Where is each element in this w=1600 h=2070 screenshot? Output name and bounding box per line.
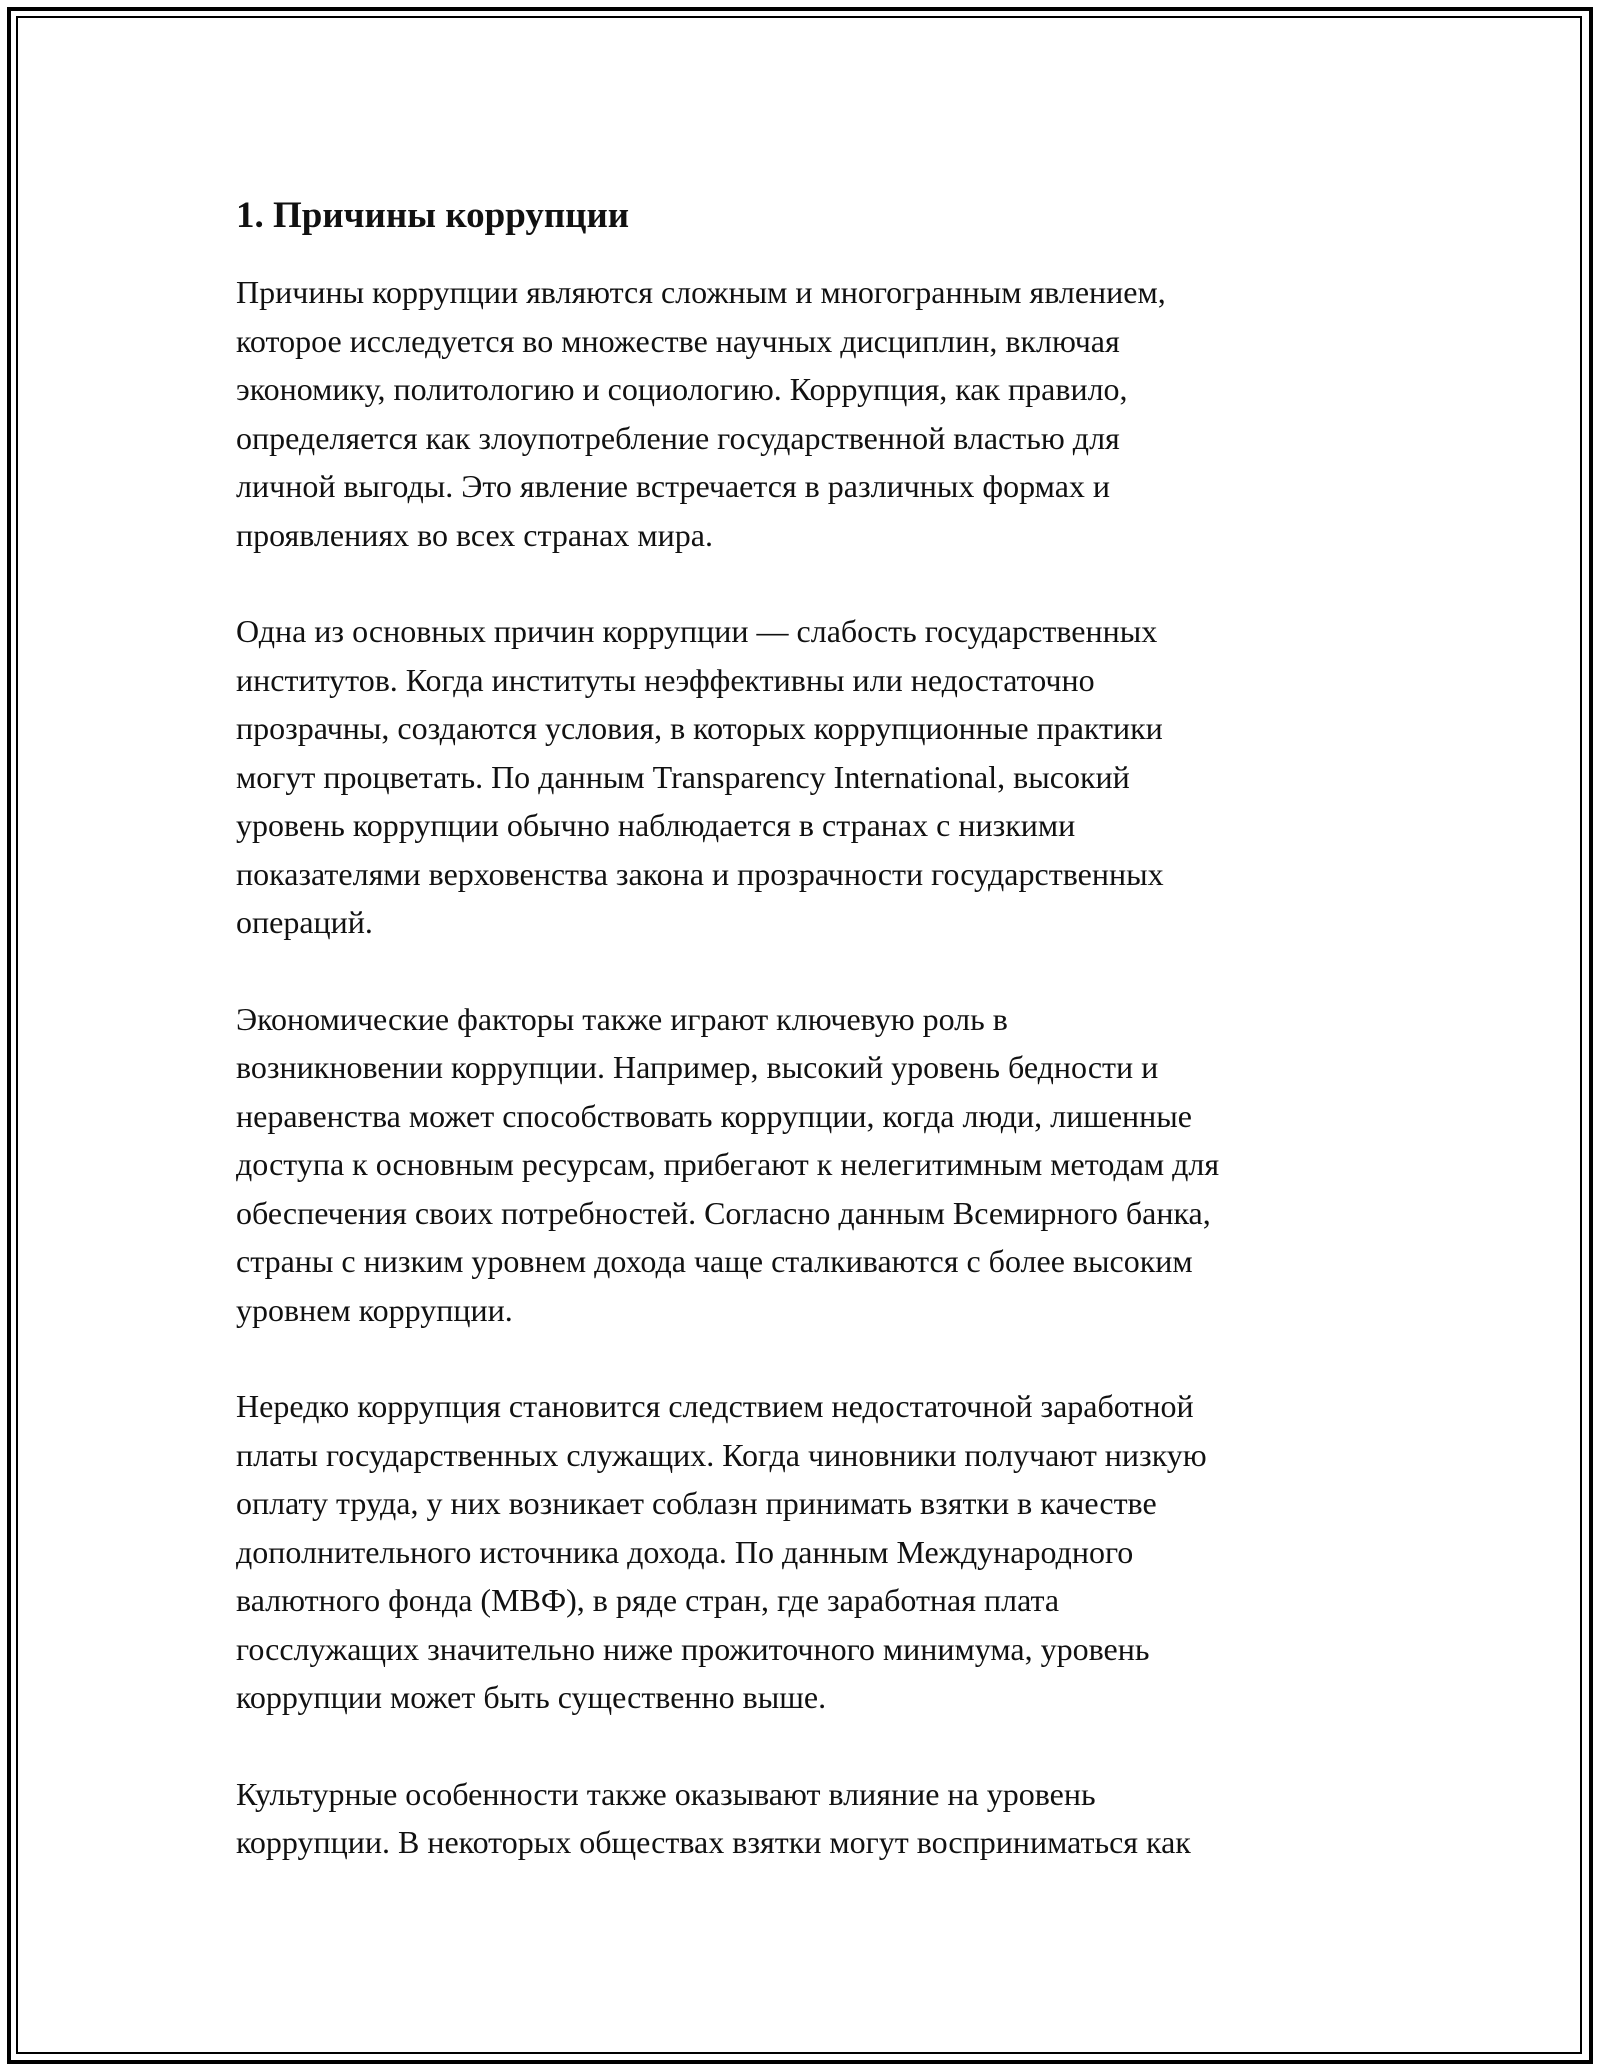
text-line: определяется как злоупотребление государственной властью для [236,419,1120,456]
text-line: проявлениях во всех странах мира. [236,516,713,553]
text-line: операций. [236,904,373,940]
text-line: госслужащих значительно ниже прожиточного минимума, уровень [236,1630,1150,1667]
text-line: прозрачны, создаются условия, в которых коррупционные практики [236,710,1163,746]
text-line: показателями верховенства закона и прозрачности государственных [236,855,1164,892]
text-line: институтов. Когда институты неэффективны или недостаточно [236,661,1095,698]
text-line: могут процветать. По данным Transparency International, высокий [236,758,1130,795]
text-line: обеспечения своих потребностей. Согласно данным Всемирного банка, [236,1194,1211,1231]
text-line: Причины коррупции являются сложным и многогранным явлением, [236,274,1166,310]
text-line: Культурные особенности также оказывают влияние на уровень [236,1775,1096,1812]
paragraph-2 [236,607,1376,947]
text-line: уровнем коррупции. [236,1291,513,1328]
text-line: доступа к основным ресурсам, прибегают к нелегитимным методам для [236,1146,1220,1182]
text-line: Нередко коррупция становится следствием недостаточной заработной [236,1388,1194,1424]
text-line: возникновении коррупции. Например, высокий уровень бедности и [236,1049,1159,1085]
text-line: оплату труда, у них возникает соблазн принимать взятки в качестве [236,1485,1157,1521]
text-line: уровень коррупции обычно наблюдается в странах с низкими [236,807,1076,843]
paragraph-3 [236,995,1376,1335]
text-line: страны с низким уровнем дохода чаще сталкиваются с более высоким [236,1243,1193,1279]
text-line: личной выгоды. Это явление встречается в различных формах и [236,468,1111,504]
text-line: платы государственных служащих. Когда чиновники получают низкую [236,1436,1207,1473]
text-line: Экономические факторы также играют ключевую роль в [236,1000,1008,1037]
section-heading: 1. Причины коррупции [236,195,630,236]
text-line: валютного фонда (МВФ), в ряде стран, где заработная плата [236,1582,1060,1618]
text-line: коррупции. В некоторых обществах взятки могут восприниматься как [236,1824,1191,1860]
text-line: неравенства может способствовать коррупции, когда люди, лишенные [236,1097,1192,1134]
paragraph-1 [236,268,1376,559]
paragraph-4 [236,1382,1376,1722]
text-line: дополнительного источника дохода. По данным Международного [236,1533,1134,1570]
paragraph-5 [236,1770,1376,1867]
text-line: коррупции может быть существенно выше. [236,1679,827,1715]
text-line: которое исследуется во множестве научных дисциплин, включая [236,322,1120,359]
text-line: экономику, политологию и социологию. Коррупция, как правило, [236,371,1128,407]
document-body [236,186,1376,1915]
text-line: Одна из основных причин коррупции — слабость государственных [236,613,1158,649]
